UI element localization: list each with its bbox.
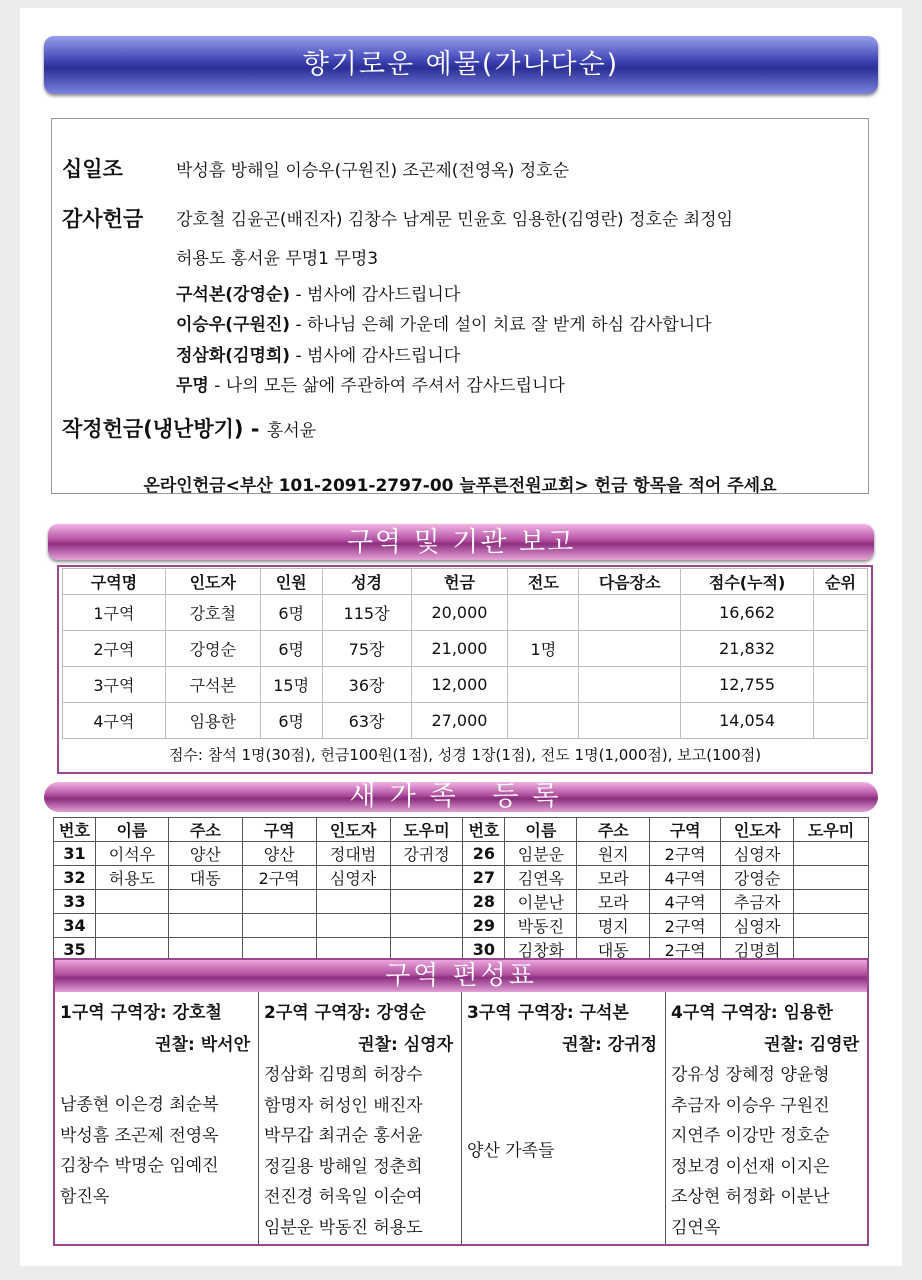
report-cell: 15명 (260, 667, 322, 703)
tithe-names: 박성흠 방해일 이승우(구원진) 조곤제(전영옥) 정호순 (176, 161, 570, 181)
family-cell: 김명희 (721, 938, 794, 962)
family-cell (794, 866, 869, 890)
offering-box (51, 118, 869, 494)
member-line: 김연옥 (671, 1217, 721, 1238)
report-cell (814, 631, 868, 667)
thanks-row (62, 203, 143, 233)
family-cell: 강영순 (721, 866, 794, 890)
score-note: 점수: 참석 1명(30점), 헌금100원(1점), 성경 1장(1점), 전도 1명(1,000점), 보고(100점) (168, 746, 762, 764)
family-cell (168, 890, 242, 914)
report-cell: 3구역 (63, 667, 166, 703)
report-cell: 강영순 (165, 631, 260, 667)
report-header: 점수(누적) (681, 569, 814, 595)
report-cell: 6명 (260, 703, 322, 739)
family-cell: 26 (463, 842, 505, 866)
report-cell (579, 703, 681, 739)
report-cell (508, 595, 579, 631)
family-header: 인도자 (721, 818, 794, 842)
report-cell (508, 667, 579, 703)
member-line: 양산 가족들 (467, 1141, 555, 1161)
report-cell: 임용한 (165, 703, 260, 739)
family-cell: 심영자 (721, 914, 794, 938)
family-cell: 4구역 (650, 866, 721, 890)
table-row (54, 890, 869, 914)
table-row (63, 703, 868, 739)
report-header-row (63, 569, 868, 595)
family-cell (242, 890, 316, 914)
table-row (63, 631, 868, 667)
family-cell: 2구역 (650, 914, 721, 938)
report-cell: 16,662 (681, 595, 814, 631)
member-line: 함명자 허성인 배진자 (264, 1095, 423, 1116)
thanks-note-name: 정삼화(김명희) (176, 346, 291, 366)
table-row (54, 914, 869, 938)
district-chief: 4구역 구역장: 임용한 (671, 1003, 833, 1023)
family-cell (794, 890, 869, 914)
district-chief: 1구역 구역장: 강호철 (60, 1003, 222, 1023)
report-cell: 14,054 (681, 703, 814, 739)
report-header: 순위 (814, 569, 868, 595)
report-cell: 63장 (322, 703, 411, 739)
family-header: 구역 (650, 818, 721, 842)
report-header: 인원 (260, 569, 322, 595)
family-cell: 대동 (168, 866, 242, 890)
report-cell: 1명 (508, 631, 579, 667)
family-cell: 심영자 (316, 866, 390, 890)
report-cell (579, 595, 681, 631)
thanks-note-name: 무명 (176, 376, 209, 396)
report-cell (814, 595, 868, 631)
family-header: 이름 (505, 818, 577, 842)
family-cell: 김창화 (505, 938, 577, 962)
family-cell: 허용도 (95, 866, 168, 890)
online-offering-note: 온라인헌금<부산 101-2091-2797-00 늘푸른전원교회> 헌금 항목을 적어 주세요 (143, 476, 777, 496)
family-cell (242, 914, 316, 938)
family-cell: 이석우 (95, 842, 168, 866)
report-cell (579, 631, 681, 667)
family-cell: 35 (54, 938, 96, 962)
family-cell (95, 914, 168, 938)
family-cell (316, 890, 390, 914)
member-line: 정보경 이선재 이지은 (671, 1156, 830, 1177)
table-row (63, 667, 868, 703)
report-cell: 36장 (322, 667, 411, 703)
family-header: 구역 (242, 818, 316, 842)
family-cell: 31 (54, 842, 96, 866)
report-header: 다음장소 (579, 569, 681, 595)
family-cell: 강귀정 (390, 842, 463, 866)
family-header: 인도자 (316, 818, 390, 842)
report-cell: 12,000 (411, 667, 508, 703)
district-chief: 2구역 구역장: 강영순 (264, 1003, 426, 1023)
family-cell: 33 (54, 890, 96, 914)
family-header: 번호 (54, 818, 96, 842)
district-members (264, 1060, 423, 1243)
family-cell (390, 890, 463, 914)
thanks-note-text: - 나의 모든 삶에 주관하여 주셔서 감사드립니다 (208, 376, 565, 396)
tithe-label: 십일조 (62, 157, 123, 181)
report-cell: 21,832 (681, 631, 814, 667)
report-cell (814, 667, 868, 703)
family-cell: 정대범 (316, 842, 390, 866)
report-cell: 6명 (260, 631, 322, 667)
family-cell: 4구역 (650, 890, 721, 914)
family-header: 이름 (95, 818, 168, 842)
thanks-label: 감사헌금 (62, 207, 144, 231)
report-header: 인도자 (165, 569, 260, 595)
report-cell (579, 667, 681, 703)
member-line: 지연주 이강만 정호순 (671, 1126, 830, 1146)
family-cell (95, 890, 168, 914)
family-cell: 27 (463, 866, 505, 890)
district-box (53, 958, 869, 1246)
district-members (671, 1060, 830, 1243)
family-cell: 34 (54, 914, 96, 938)
thanks-note-text: - 범사에 감사드립니다 (290, 346, 461, 366)
report-cell: 1구역 (63, 595, 166, 631)
district-chief: 3구역 구역장: 구석본 (467, 1003, 629, 1023)
report-cell: 115장 (322, 595, 411, 631)
district-column-2 (259, 992, 462, 1244)
district-elder: 권찰: 심영자 (358, 1035, 453, 1055)
family-header: 주소 (577, 818, 650, 842)
thanks-note-4 (176, 371, 565, 396)
report-cell: 12,755 (681, 667, 814, 703)
family-header: 도우미 (794, 818, 869, 842)
report-header: 헌금 (411, 569, 508, 595)
district-column-3 (462, 992, 666, 1244)
family-cell: 이분난 (505, 890, 577, 914)
member-line: 남종현 이은경 최순복 (60, 1095, 219, 1115)
table-row (63, 595, 868, 631)
district-column-1 (55, 992, 259, 1244)
thanks-note-name: 이승우(구원진) (176, 315, 291, 335)
table-row (54, 866, 869, 890)
thanks-note-name: 구석본(강영순) (176, 285, 291, 305)
district-elder: 권찰: 김영란 (764, 1035, 859, 1055)
member-line: 박무갑 최귀순 홍서윤 (264, 1126, 423, 1146)
report-cell: 20,000 (411, 595, 508, 631)
report-cell: 4구역 (63, 703, 166, 739)
family-cell: 29 (463, 914, 505, 938)
member-line: 조상현 허정화 이분난 (671, 1187, 830, 1207)
report-header: 성경 (322, 569, 411, 595)
report-cell: 구석본 (165, 667, 260, 703)
new-family-title: 새가족 등록 (44, 782, 878, 812)
report-cell: 75장 (322, 631, 411, 667)
thanks-note-text: - 범사에 감사드립니다 (290, 285, 461, 305)
family-cell: 박동진 (505, 914, 577, 938)
report-header: 전도 (508, 569, 579, 595)
family-cell: 모라 (577, 866, 650, 890)
family-cell: 2구역 (650, 938, 721, 962)
report-cell: 6명 (260, 595, 322, 631)
district-elder: 권찰: 박서안 (155, 1035, 250, 1055)
district-elder: 권찰: 강귀정 (562, 1035, 657, 1055)
family-cell (316, 914, 390, 938)
offering-title: 향기로운 예물(가나다순) (44, 36, 878, 94)
member-line: 정길용 방해일 정춘희 (264, 1156, 423, 1177)
family-cell: 2구역 (242, 866, 316, 890)
report-header: 구역명 (63, 569, 166, 595)
family-header: 도우미 (390, 818, 463, 842)
member-line: 전진경 허욱일 이순여 (264, 1187, 423, 1207)
family-cell (390, 914, 463, 938)
thanks-note-1 (176, 280, 460, 305)
family-cell: 원지 (577, 842, 650, 866)
heating-names: 홍서윤 (266, 421, 317, 441)
report-table (62, 568, 868, 739)
district-members (467, 1136, 555, 1167)
table-row (54, 842, 869, 866)
member-line: 함진옥 (60, 1186, 110, 1207)
family-cell (168, 914, 242, 938)
member-line: 강유성 장혜정 양윤형 (671, 1065, 830, 1085)
member-line: 추금자 이승우 구원진 (671, 1095, 830, 1116)
district-title: 구역 편성표 (55, 960, 867, 992)
report-cell (814, 703, 868, 739)
tithe-row (62, 153, 123, 183)
district-column-4 (666, 992, 867, 1244)
family-cell: 김연옥 (505, 866, 577, 890)
family-cell: 30 (463, 938, 505, 962)
heating-label: 작정헌금(냉난방기) - (62, 417, 267, 441)
thanks-note-3 (176, 341, 460, 366)
member-line: 임분운 박동진 허용도 (264, 1217, 423, 1238)
report-cell: 2구역 (63, 631, 166, 667)
report-cell: 27,000 (411, 703, 508, 739)
family-header-row (54, 818, 869, 842)
family-cell: 모라 (577, 890, 650, 914)
report-table-box (57, 565, 873, 774)
report-cell (508, 703, 579, 739)
thanks-note-2 (176, 310, 712, 335)
report-title: 구역 및 기관 보고 (48, 524, 874, 560)
report-cell: 21,000 (411, 631, 508, 667)
family-cell: 명지 (577, 914, 650, 938)
family-cell: 32 (54, 866, 96, 890)
report-cell: 강호철 (165, 595, 260, 631)
member-line: 정삼화 김명희 허장수 (264, 1065, 423, 1085)
family-cell: 양산 (168, 842, 242, 866)
new-family-table (53, 817, 869, 962)
thanks-names-2: 허용도 홍서윤 무명1 무명3 (176, 249, 379, 269)
family-cell: 임분운 (505, 842, 577, 866)
family-cell (390, 866, 463, 890)
family-cell (794, 842, 869, 866)
family-cell: 28 (463, 890, 505, 914)
member-line: 박성흠 조곤제 전영옥 (60, 1125, 219, 1146)
family-cell: 2구역 (650, 842, 721, 866)
family-cell (794, 914, 869, 938)
thanks-names-1: 강호철 김윤곤(배진자) 김창수 남계문 민윤호 임용한(김영란) 정호순 최정임 (176, 210, 734, 230)
family-cell: 추금자 (721, 890, 794, 914)
family-header: 주소 (168, 818, 242, 842)
family-header: 번호 (463, 818, 505, 842)
heating-row (62, 413, 316, 443)
thanks-note-text: - 하나님 은혜 가운데 설이 치료 잘 받게 하심 감사합니다 (290, 315, 712, 335)
district-members (60, 1090, 219, 1212)
family-cell: 대동 (577, 938, 650, 962)
family-cell: 심영자 (721, 842, 794, 866)
member-line: 김창수 박명순 임예진 (60, 1156, 219, 1176)
family-cell: 양산 (242, 842, 316, 866)
